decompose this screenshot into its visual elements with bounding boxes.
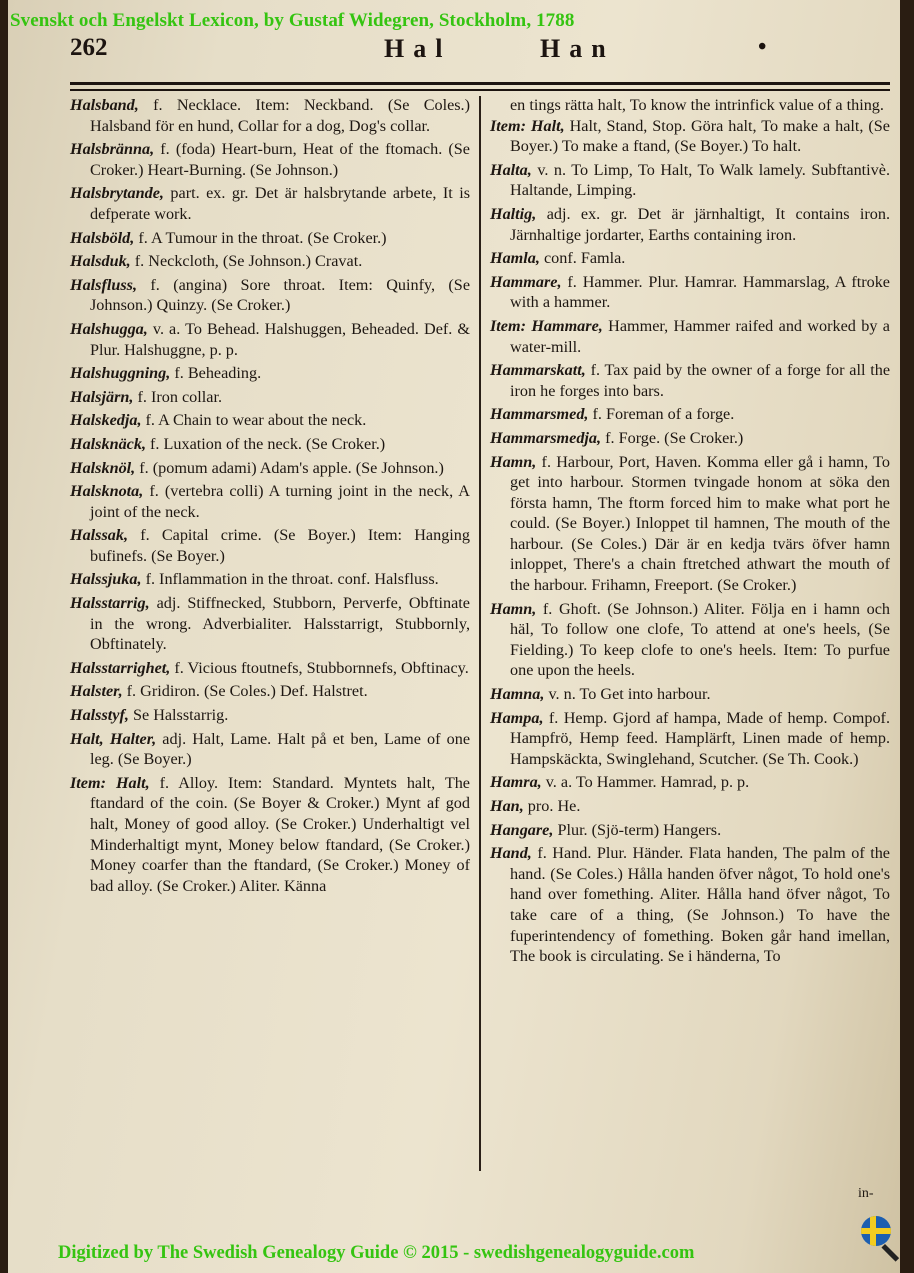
- entry-headword: Halsknöl,: [70, 458, 136, 477]
- entry-definition: f. Inflammation in the throat. conf. Halsfluss.: [141, 570, 439, 589]
- entry-headword: Item: Hammare,: [490, 316, 603, 335]
- entry-headword: Hangare,: [490, 820, 554, 839]
- dictionary-entry: [70, 658, 470, 679]
- dictionary-entry: [70, 139, 470, 180]
- entry-definition: f. Tax paid by the owner of a forge for all the iron he forges into bars.: [510, 361, 890, 400]
- dictionary-entry: [490, 248, 890, 269]
- entry-definition: f. (vertebra colli) A turning joint in the neck, A joint of the neck.: [90, 482, 470, 521]
- entry-definition: v. n. To Limp, To Halt, To Walk lamely. Subftantivè. Haltande, Limping.: [510, 160, 890, 200]
- dictionary-entry: [490, 684, 890, 705]
- entry-definition: f. Luxation of the neck. (Se Croker.): [146, 434, 386, 453]
- dictionary-entry: [70, 319, 470, 360]
- entry-headword: Halsbrytande,: [70, 184, 164, 203]
- footer-banner: Digitized by The Swedish Genealogy Guide © 2015 - swedishgenealogyguide.com: [58, 1243, 695, 1263]
- dictionary-entry: [490, 452, 890, 596]
- entry-headword: Hampa,: [490, 708, 544, 727]
- entry-definition: v. n. To Get into harbour.: [544, 685, 711, 704]
- header-mark: •: [758, 34, 767, 60]
- entry-definition: f. (pomum adami) Adam's apple. (Se Johnson.): [135, 458, 444, 477]
- header-rule: [70, 82, 890, 91]
- dictionary-entry: [490, 599, 890, 681]
- dictionary-entry: [70, 481, 470, 522]
- entry-headword: Haltig,: [490, 204, 537, 223]
- dictionary-entry: [490, 360, 890, 401]
- entry-definition: f. A Chain to wear about the neck.: [141, 411, 367, 430]
- dictionary-entry: [70, 681, 470, 702]
- left-column: [70, 95, 470, 899]
- entry-definition: Se Halsstarrig.: [128, 706, 229, 725]
- entry-headword: Hamn,: [490, 599, 537, 618]
- page-header: [70, 34, 890, 74]
- entry-definition: f. (foda) Heart-burn, Heat of the ftomach. (Se Croker.) Heart-Burning. (Se Johnson.): [90, 140, 470, 179]
- title-banner: Svenskt och Engelskt Lexicon, by Gustaf Widegren, Stockholm, 1788: [10, 10, 575, 31]
- guide-word-left: Hal: [384, 34, 452, 63]
- entry-headword: Halsband,: [70, 96, 139, 114]
- dictionary-entry: [70, 363, 470, 384]
- entry-definition: Hammer, Hammer raifed and worked by a water-mill.: [510, 316, 890, 356]
- right-column: [490, 95, 890, 970]
- entry-headword: Hammarsmed,: [490, 405, 589, 424]
- entry-headword: Halshuggning,: [70, 364, 171, 383]
- dictionary-entry: [490, 160, 890, 201]
- entry-headword: Halsduk,: [70, 252, 131, 271]
- entry-headword: Halster,: [70, 682, 123, 701]
- entry-headword: Halssjuka,: [70, 570, 142, 589]
- dictionary-entry: [70, 228, 470, 249]
- entry-headword: Halsjärn,: [70, 387, 134, 406]
- entry-definition: f. Neckcloth, (Se Johnson.) Cravat.: [130, 252, 363, 271]
- dictionary-entry: [490, 404, 890, 425]
- entry-definition: pro. He.: [523, 797, 581, 815]
- guide-word-right: Han: [540, 34, 615, 63]
- entry-headword: Item: Halt,: [70, 773, 150, 792]
- dictionary-entry: [70, 525, 470, 566]
- dictionary-entry: [70, 705, 470, 726]
- entry-definition: f. Ghoft. (Se Johnson.) Aliter. Följa en i hamn och häl, To follow one clofe, To attend at one's heels, (Se Fielding.) To keep clofe to one's heels. Item: To purfue one upon the heels.: [510, 599, 890, 680]
- entry-headword: Halsstarrig,: [70, 594, 150, 613]
- entry-headword: Halsböld,: [70, 228, 135, 247]
- dictionary-entry: [490, 796, 890, 817]
- entry-headword: Hand,: [490, 844, 532, 863]
- entry-definition: f. Capital crime. (Se Boyer.) Item: Hanging bufinefs. (Se Boyer.): [90, 526, 470, 565]
- entry-headword: Halsbränna,: [70, 140, 155, 159]
- dictionary-entry: [70, 387, 470, 408]
- entry-headword: Han,: [490, 797, 524, 815]
- entry-definition: adj. Halt, Lame. Halt på et ben, Lame of one leg. (Se Boyer.): [90, 729, 470, 769]
- entry-headword: Halshugga,: [70, 319, 148, 338]
- dictionary-entry: [70, 458, 470, 479]
- entry-headword: Halsknota,: [70, 482, 144, 501]
- entry-definition: f. (angina) Sore throat. Item: Quinfy, (Se Johnson.) Quinzy. (Se Croker.): [90, 275, 470, 315]
- entry-definition: f. Forge. (Se Croker.): [601, 428, 744, 447]
- entry-definition: conf. Famla.: [539, 249, 626, 268]
- entry-headword: Halsknäck,: [70, 434, 146, 453]
- dictionary-entry: [70, 729, 470, 770]
- dictionary-entry: [70, 434, 470, 455]
- entry-headword: Hammare,: [490, 272, 562, 291]
- entry-definition: v. a. To Behead. Halshuggen, Beheaded. Def. & Plur. Halshuggne, p. p.: [90, 319, 470, 359]
- dictionary-entry: [70, 569, 470, 590]
- entry-headword: Halskedja,: [70, 411, 142, 430]
- entry-definition: f. A Tumour in the throat. (Se Croker.): [134, 228, 387, 247]
- column-divider: [479, 96, 481, 1171]
- entry-definition: f. Hemp. Gjord af hampa, Made of hemp. Compof. Hampfrö, Hemp feed. Hamplärft, Linen made of hemp. Hampskäckta, Swinglehand, Scutcher. (Se Th. Cook.): [510, 708, 890, 768]
- dictionary-entry: [490, 820, 890, 841]
- dictionary-entry: [490, 428, 890, 449]
- entry-definition: adj. ex. gr. Det är järnhaltigt, It contains iron. Järnhaltige jordarter, Earths containing iron.: [510, 204, 890, 244]
- swedish-flag-icon: [861, 1216, 891, 1246]
- entry-definition: adj. Stiffnecked, Stubborn, Perverfe, Obftinate in the wrong. Adverbialiter. Halsstarrigt, Stubbornly, Obftinately.: [90, 594, 470, 654]
- dictionary-entry: [70, 593, 470, 655]
- entry-headword: Hamra,: [490, 773, 542, 792]
- entry-headword: Halsstyf,: [70, 706, 129, 725]
- entry-definition: f. Hand. Plur. Händer. Flata handen, The palm of the hand. (Se Coles.) Hålla handen öfver något, To hold one's hand over fomething. Aliter. Hålla hand öfver något, To take care of a thing, (Se Johnson.) To have the fuperintendency of fomething. Boken går hand imellan, The book is circulating. Se i händerna, To: [510, 844, 890, 966]
- dictionary-entry: [70, 410, 470, 431]
- entry-definition: f. Alloy. Item: Standard. Myntets halt, The ftandard of the coin. (Se Boyer & Croker.) Mynt af god halt, Money of good alloy. (Se Croker.) Underhaltigt vel Minderhaltigt mynt, Money below ftandard, (Se Croker.) Money coarfer than the ftandard, (Se Croker.) Money of bad alloy. (Se Croker.) Aliter. Känna: [90, 773, 470, 895]
- dictionary-entry: [490, 843, 890, 967]
- dictionary-entry: [70, 773, 470, 897]
- dictionary-entry: [70, 95, 470, 136]
- entry-definition: f. Foreman of a forge.: [588, 405, 735, 424]
- entry-headword: Hamla,: [490, 249, 540, 268]
- dictionary-entry: [70, 183, 470, 224]
- page-number: 262: [70, 34, 108, 61]
- dictionary-entry: [490, 316, 890, 357]
- entry-definition: v. a. To Hammer. Hamrad, p. p.: [541, 773, 750, 792]
- entry-definition: f. Gridiron. (Se Coles.) Def. Halstret.: [122, 682, 368, 701]
- entry-definition: f. Iron collar.: [133, 387, 222, 406]
- dictionary-entry: [70, 275, 470, 316]
- dictionary-entry: [490, 116, 890, 157]
- entry-headword: Hamna,: [490, 685, 545, 704]
- dictionary-entry: [490, 204, 890, 245]
- entry-definition: Plur. (Sjö-term) Hangers.: [553, 820, 722, 839]
- dictionary-entry: [490, 272, 890, 313]
- entry-definition: Halt, Stand, Stop. Göra halt, To make a halt, (Se Boyer.) To make a ftand, (Se Boyer.) To halt.: [510, 116, 890, 156]
- entry-headword: Halssak,: [70, 526, 129, 545]
- dictionary-entry: [490, 772, 890, 793]
- entry-headword: Halt, Halter,: [70, 729, 157, 748]
- entry-definition: part. ex. gr. Det är halsbrytande arbete, It is defperate work.: [90, 184, 470, 223]
- entry-headword: Halta,: [490, 160, 532, 179]
- catchword: in-: [858, 1186, 874, 1201]
- entry-headword: Halsstarrighet,: [70, 658, 171, 677]
- entry-definition: f. Vicious ftoutnefs, Stubbornnefs, Obftinacy.: [170, 658, 469, 677]
- continued-entry: en tings rätta halt, To know the intrinfick value of a thing.: [510, 96, 884, 114]
- entry-headword: Hammarsmedja,: [490, 428, 602, 447]
- dictionary-entry: [490, 708, 890, 770]
- entry-headword: Halsfluss,: [70, 275, 138, 294]
- entry-headword: Item: Halt,: [490, 116, 565, 135]
- entry-headword: Hammarskatt,: [490, 361, 586, 380]
- entry-headword: Hamn,: [490, 452, 537, 471]
- entry-definition: f. Hammer. Plur. Hamrar. Hammarslag, A ftroke with a hammer.: [510, 272, 890, 312]
- dictionary-entry: [70, 251, 470, 272]
- entry-definition: f. Harbour, Port, Haven. Komma eller gå i hamn, To get into harbour. Stormen tvingade honom at söka den första hamn, The ftorm forced him to make what port he could. (Se Boyer.) Inloppet til hamnen, The mouth of the harbour. (Se Coles.) Där är en kedja tvärs öfver hamn inloppet, There's a chain ftretched athwart the mouth of the harbour. Frihamn, Freeport. (Se Croker.): [510, 452, 890, 595]
- entry-definition: f. Necklace. Item: Neckband. (Se Coles.) Halsband för en hund, Collar for a dog, Dog's collar.: [90, 96, 470, 135]
- entry-definition: f. Beheading.: [170, 364, 262, 383]
